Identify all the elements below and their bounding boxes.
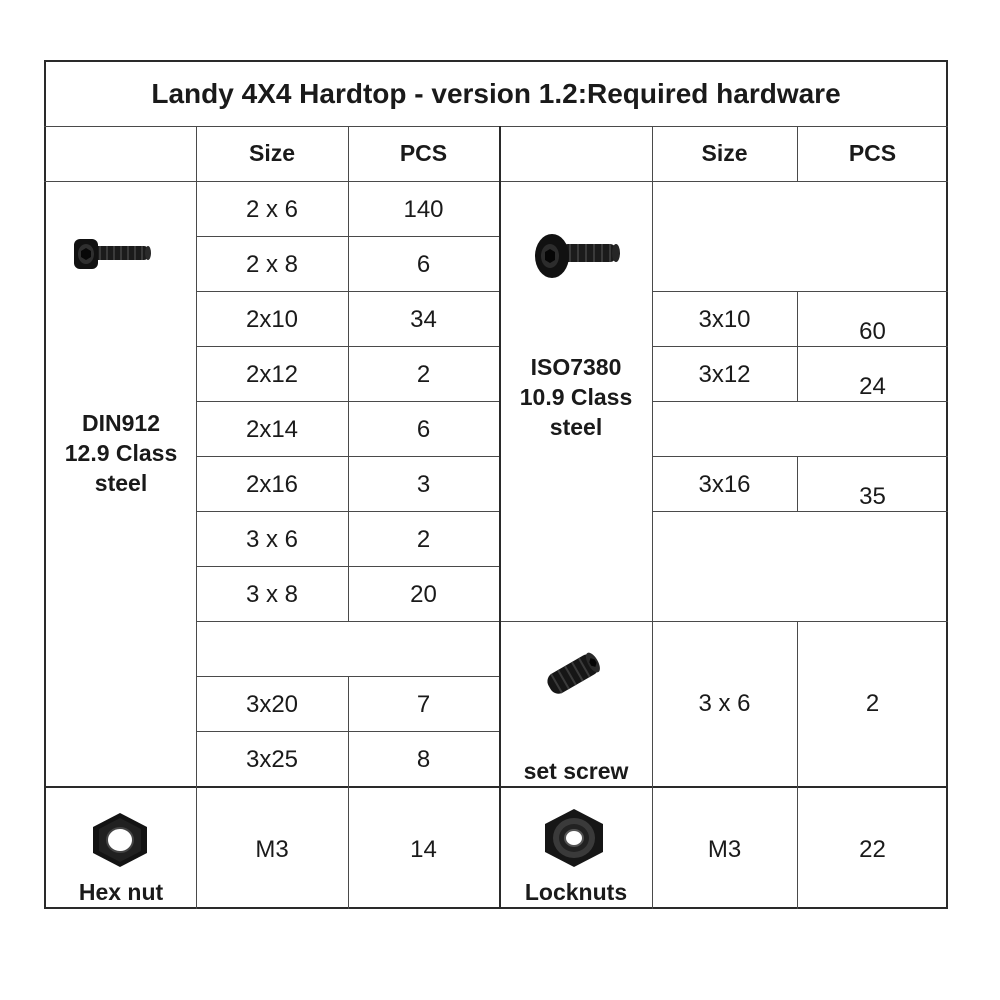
row-divider — [652, 456, 948, 457]
hex-nut-pcs-cell: 14 — [410, 835, 437, 863]
locknut-icon — [540, 806, 608, 870]
iso7380-label-line: ISO7380 — [530, 354, 622, 381]
set-screw-icon — [538, 648, 608, 700]
din912-size-cell: 2x12 — [245, 361, 299, 389]
socket-cap-screw-icon — [70, 235, 154, 275]
din912-label-line: DIN912 — [82, 410, 160, 437]
din912-size-cell: 3 x 8 — [245, 581, 299, 609]
iso7380-label-line: 10.9 Class — [519, 384, 633, 411]
din912-label — [46, 404, 196, 504]
header-divider — [44, 181, 948, 182]
din912-pcs-cell: 140 — [403, 196, 444, 224]
header-size-right: Size — [701, 140, 748, 167]
din912-label-line: 12.9 Class — [64, 440, 178, 467]
hex-nut-icon — [88, 810, 152, 870]
din912-pcs-cell: 6 — [416, 251, 431, 279]
din912-pcs-cell: 2 — [416, 361, 431, 389]
din912-pcs-cell: 20 — [410, 581, 437, 609]
button-head-screw-icon — [532, 228, 622, 288]
din912-size-cell: 3x25 — [245, 746, 299, 774]
din912-size-cell: 2x16 — [245, 471, 299, 499]
locknut-pcs-cell: 22 — [859, 835, 886, 863]
din912-pcs-cell: 3 — [416, 471, 431, 499]
locknut-label: Locknuts — [524, 879, 628, 906]
locknut-size-cell: M3 — [707, 835, 742, 863]
iso7380-pcs-cell: 24 — [859, 373, 886, 401]
din912-size-cell: 3x20 — [245, 691, 299, 719]
iso7380-size-cell: 3x16 — [698, 471, 751, 499]
iso7380-size-cell: 3x12 — [698, 361, 751, 389]
iso7380-pcs-cell: 35 — [859, 483, 886, 511]
header-size-left: Size — [248, 140, 296, 167]
din912-size-cell: 2 x 6 — [245, 196, 299, 224]
set-screw-pcs-cell: 2 — [865, 690, 880, 718]
din912-pcs-cell: 2 — [416, 526, 431, 554]
iso7380-label — [500, 348, 652, 448]
din912-pcs-cell: 8 — [416, 746, 431, 774]
din912-pcs-cell: 6 — [416, 416, 431, 444]
iso7380-label-line: steel — [549, 413, 603, 440]
din912-size-cell: 2x14 — [245, 416, 299, 444]
hex-nut-size-cell: M3 — [255, 835, 289, 863]
row-divider — [652, 291, 948, 292]
page-title: Landy 4X4 Hardtop - version 1.2:Required hardware — [151, 77, 841, 109]
set-screw-label: set screw — [523, 758, 629, 785]
din912-pcs-cell: 34 — [410, 306, 437, 334]
din912-size-cell: 2x10 — [245, 306, 299, 334]
hex-nut-label: Hex nut — [78, 879, 164, 906]
header-pcs-left: PCS — [399, 140, 448, 167]
iso7380-size-cell: 3x10 — [698, 306, 751, 334]
header-pcs-right: PCS — [848, 140, 897, 167]
iso7380-pcs-cell: 60 — [859, 318, 886, 346]
din912-size-cell: 2 x 8 — [245, 251, 299, 279]
set-screw-size-cell: 3 x 6 — [698, 690, 751, 718]
din912-size-cell: 3 x 6 — [245, 526, 299, 554]
din912-pcs-cell: 7 — [416, 691, 431, 719]
section-divider — [44, 786, 948, 788]
din912-label-line: steel — [94, 469, 148, 496]
